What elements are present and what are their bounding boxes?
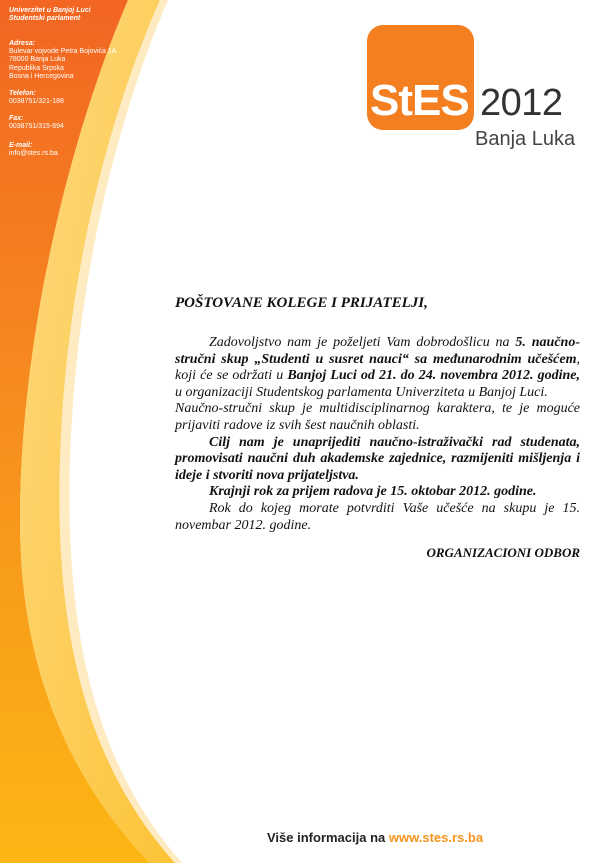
paragraph-deadline: Krajnji rok za prijem radova je 15. oktobar 2012. godine. — [209, 484, 537, 500]
paragraph-welcome — [175, 335, 580, 401]
text-run: , koji će se održati u — [175, 351, 580, 384]
letter-signature: ORGANIZACIONI ODBOR — [426, 545, 580, 560]
email-label: E-mail: — [9, 142, 33, 149]
footer-text: Više informacija na — [267, 830, 389, 845]
email-link[interactable]: info@stes.rs.ba — [9, 150, 58, 158]
footer-website-link[interactable]: www.stes.rs.ba — [388, 830, 484, 845]
address-label: Adresa: — [9, 40, 36, 47]
address-line: Bulevar vojvode Petra Bojovića 1A — [9, 48, 117, 56]
conference-name: 5. naučno-stručni skup „Studenti u susret nauci“ sa međunarodnim učešćem — [175, 335, 581, 367]
org-name: Univerzitet u Banjoj Luci — [9, 7, 91, 14]
letter-body — [175, 335, 580, 534]
logo-mark: StES — [370, 76, 469, 125]
logo-year: 2012 — [480, 82, 563, 124]
sidebar-fax — [9, 115, 64, 131]
address-line: Republika Srpska — [9, 64, 64, 72]
sidebar-email — [9, 142, 58, 158]
fax-label: Fax: — [9, 115, 24, 122]
letter-greeting: POŠTOVANE KOLEGE I PRIJATELJI, — [175, 295, 428, 311]
fax-value: 0038751/315-694 — [9, 123, 64, 131]
sidebar-address — [9, 40, 116, 81]
paragraph-scope: Naučno-stručni skup je multidisciplinarnog karaktera, te je moguće prijaviti radove iz svih šest naučnih oblasti. — [175, 401, 580, 433]
sidebar-organization — [9, 7, 91, 23]
address-line: 78000 Banja Luka — [9, 56, 66, 64]
paragraph-confirmation: Rok do kojeg morate potvrditi Vaše učešće na skupu je 15. novembar 2012. godine. — [175, 500, 580, 533]
text-run: u organizaciji Studentskog parlamenta Univerziteta u Banjoj Luci. — [175, 384, 548, 400]
address-line: Bosna i Hercegovina — [9, 72, 74, 80]
conference-dates: Banjoj Luci od 21. do 24. novembra 2012. godine, — [287, 368, 580, 384]
phone-value: 0038751/321-188 — [9, 98, 64, 106]
footer-info — [267, 830, 483, 845]
sidebar-phone — [9, 90, 64, 106]
org-unit: Studentski parlament — [9, 15, 81, 23]
logo-city: Banja Luka — [475, 128, 576, 150]
phone-label: Telefon: — [9, 90, 36, 97]
text-run: Zadovoljstvo nam je poželjeti Vam dobrodošlicu na — [209, 335, 516, 350]
paragraph-goal: Cilj nam je unaprijediti naučno-istraživački rad studenata, promovisati naučni duh akademske zajednice, razmijeniti mišljenja i ideje i stvoriti nova prijateljstva. — [175, 434, 580, 483]
